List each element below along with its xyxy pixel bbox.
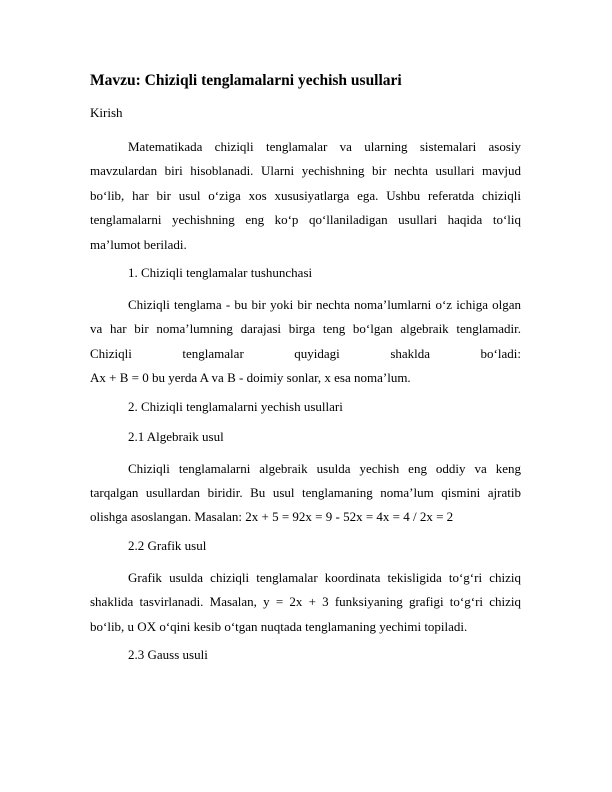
section-2-3-heading: 2.3 Gauss usuli <box>128 647 208 663</box>
section-1-paragraph <box>90 293 521 366</box>
intro-paragraph: Matematikada chiziqli tenglamalar va ularning sistemalari asosiy mavzulardan biri hisoblanadi. Ularni yechishning bir nechta usullari mavjud bo‘lib, har bir usul o‘ziga xos xususiyatlarga ega. Ushbu referatda chiziqli tenglamalarni yechishning eng ko‘p qo‘llaniladigan usullari haqida to‘liq ma’lumot beriladi. <box>90 139 521 252</box>
section-1-paragraph-part2: Ax + B = 0 bu yerda A va B - doimiy sonlar, x esa noma’lum. <box>90 370 411 386</box>
intro-heading: Kirish <box>90 105 123 120</box>
document-page <box>90 71 521 675</box>
document-title: Mavzu: Chiziqli tenglamalarni yechish usullari <box>90 72 402 89</box>
section-1-formula-line <box>90 366 521 390</box>
section-2-heading: 2. Chiziqli tenglamalarni yechish usullari <box>128 398 343 414</box>
section-2-2-paragraph: Grafik usulda chiziqli tenglamalar koordinata tekisligida to‘g‘ri chiziq shaklida tasvirlanadi. Masalan, y = 2x + 3 funksiyaning grafigi to‘g‘ri chiziq bo‘lib, u OX o‘qini kesib o‘tgan nuqtada tenglamaning yechimi topiladi. <box>90 569 521 634</box>
section-2-1-paragraph: Chiziqli tenglamalarni algebraik usulda yechish eng oddiy va keng tarqalgan usullardan biridir. Bu usul tenglamaning noma’lum qismini ajratib olishga asoslangan. Masalan: 2x + 5 = 92x = 9 - 52x = 4x = 4 / 2x = 2 <box>90 460 521 525</box>
section-2-2-heading: 2.2 Grafik usul <box>128 537 207 553</box>
section-2-1-heading: 2.1 Algebraik usul <box>128 428 224 444</box>
section-1-heading: 1. Chiziqli tenglamalar tushunchasi <box>128 265 313 281</box>
section-1-paragraph-part1: Chiziqli tenglama - bu bir yoki bir nechta noma’lumlarni o‘z ichiga olgan va har bir noma’lumning darajasi birga teng bo‘lgan algebraik tenglamadir. Chiziqli tenglamalar quyidagi shaklda bo‘ladi: <box>90 297 521 361</box>
